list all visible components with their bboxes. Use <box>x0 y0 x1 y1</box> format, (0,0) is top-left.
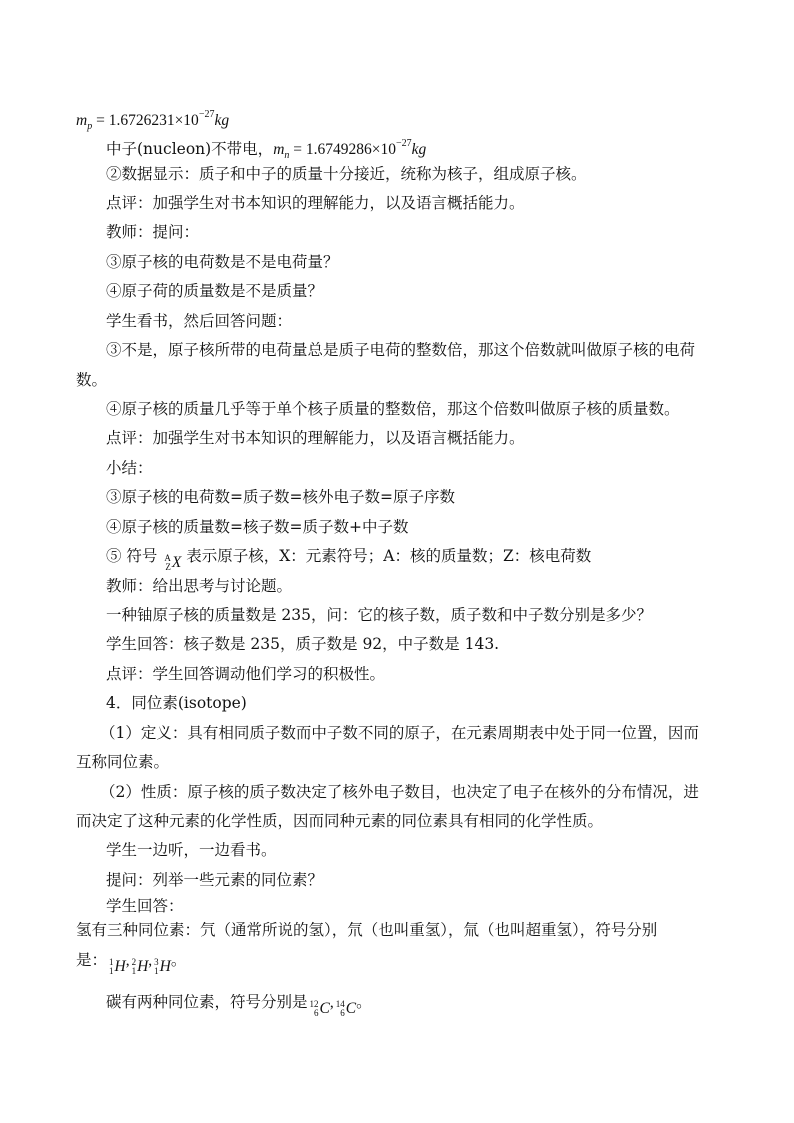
proton-mass-formula <box>76 105 229 137</box>
atomic-number: 1 <box>109 966 114 976</box>
paragraph-line: 数。 <box>76 371 108 389</box>
section-heading: 4．同位素(isotope) <box>106 694 247 712</box>
neutron-mass-value: = 1.6749286×10 <box>289 141 396 158</box>
paragraph-text: 表示原子核，X：元素符号；A：核的质量数；Z：核电荷数 <box>181 547 592 565</box>
neutron-text: 中子(nucleon)不带电， <box>106 140 274 158</box>
paragraph-line: （1）定义：具有相同质子数而中子数不同的原子，在元素周期表中处于同一位置，因而 <box>100 724 699 742</box>
mass-number: A <box>164 553 171 563</box>
isotope-h1 <box>109 957 126 977</box>
paragraph-text: 碳有两种同位素，符号分别是 <box>106 993 308 1011</box>
paragraph-line: ③不是，原子核所带的电荷量总是质子电荷的整数倍，那这个倍数就叫做原子核的电荷 <box>106 341 696 359</box>
paragraph-line: （2）性质：原子核的质子数决定了核外电子数目，也决定了电子在核外的分布情况，进 <box>100 783 699 801</box>
paragraph-line: 学生回答： <box>106 897 184 915</box>
mass-number: 2 <box>131 957 137 967</box>
symbol-m: m <box>76 112 88 129</box>
mass-number: 12 <box>309 999 319 1009</box>
atomic-number: Z <box>165 562 171 572</box>
subscript-p: p <box>87 121 93 132</box>
exponent: −27 <box>396 138 412 149</box>
nuclide-symbol-line <box>106 546 591 573</box>
paragraph-line: 教师：提问： <box>106 223 200 241</box>
atomic-number: 1 <box>154 966 159 976</box>
subscript-n: n <box>284 150 290 161</box>
isotope-c14 <box>336 999 356 1019</box>
paragraph-line: 而决定了这种元素的化学性质，因而同种元素的同位素具有相同的化学性质。 <box>76 812 604 830</box>
paragraph-line: 一种铀原子核的质量数是 235，问：它的核子数，质子数和中子数分别是多少？ <box>106 606 653 624</box>
isotope-c12 <box>310 999 330 1019</box>
unit-kg: kg <box>214 112 230 129</box>
mass-number: 14 <box>335 999 345 1009</box>
exponent: −27 <box>198 109 215 120</box>
symbol-m: m <box>273 141 285 158</box>
paragraph-line: 点评：加强学生对书本知识的理解能力，以及语言概括能力。 <box>106 194 525 212</box>
paragraph-line: ②数据显示：质子和中子的质量十分接近，统称为核子，组成原子核。 <box>106 165 587 183</box>
paragraph-line: ④原子荷的质量数是不是质量？ <box>106 282 324 300</box>
separator: , <box>125 952 130 969</box>
period: 。 <box>356 993 372 1011</box>
paragraph-line: 点评：学生回答调动他们学习的积极性。 <box>106 665 386 683</box>
paragraph-line: ③原子核的电荷数是不是电荷量？ <box>106 253 339 271</box>
paragraph-line: 氢有三种同位素：氕（通常所说的氢），氘（也叫重氢），氚（也叫超重氢），符号分别 <box>76 921 658 939</box>
unit-kg: kg <box>411 141 427 158</box>
element-symbol: C <box>319 1000 330 1017</box>
atomic-number: 6 <box>340 1008 345 1018</box>
period: 。 <box>170 951 187 969</box>
paragraph-line: 学生看书，然后回答问题： <box>106 312 293 330</box>
paragraph-line: ③原子核的电荷数=质子数=核外电子数=原子序数 <box>106 488 455 506</box>
element-symbol: H <box>137 958 149 975</box>
paragraph-line: ④原子核的质量几乎等于单个核子质量的整数倍，那这个倍数叫做原子核的质量数。 <box>106 400 680 418</box>
mass-number: 1 <box>109 957 114 967</box>
paragraph-line: 提问：列举一些元素的同位素？ <box>106 871 324 889</box>
nuclide-notation <box>164 553 181 573</box>
neutron-line <box>106 134 426 166</box>
element-symbol: H <box>159 958 171 975</box>
separator: , <box>329 994 334 1011</box>
paragraph-line: 学生一边听，一边看书。 <box>106 841 277 859</box>
isotope-h3 <box>154 957 171 977</box>
element-symbol: H <box>114 958 126 975</box>
separator: , <box>148 952 153 969</box>
atomic-number: 6 <box>314 1008 319 1018</box>
element-symbol: X <box>171 554 182 571</box>
carbon-isotopes-line <box>106 992 372 1019</box>
atomic-number: 1 <box>131 966 137 976</box>
paragraph-line: ④原子核的质量数=核子数=质子数+中子数 <box>106 518 409 536</box>
mass-number: 3 <box>154 957 159 967</box>
paragraph-line: 点评：加强学生对书本知识的理解能力，以及语言概括能力。 <box>106 429 525 447</box>
paragraph-text: 是： <box>76 951 108 969</box>
proton-mass-value: = 1.6726231×10 <box>92 112 199 129</box>
paragraph-line: 教师：给出思考与讨论题。 <box>106 577 293 595</box>
paragraph-line: 小结： <box>106 459 153 477</box>
paragraph-text: ⑤ 符号 <box>106 547 163 565</box>
hydrogen-isotopes-line <box>76 950 186 977</box>
paragraph-line: 互称同位素。 <box>76 753 170 771</box>
element-symbol: C <box>345 1000 357 1017</box>
isotope-h2 <box>132 957 149 977</box>
paragraph-line: 学生回答：核子数是 235，质子数是 92，中子数是 143. <box>106 635 500 653</box>
